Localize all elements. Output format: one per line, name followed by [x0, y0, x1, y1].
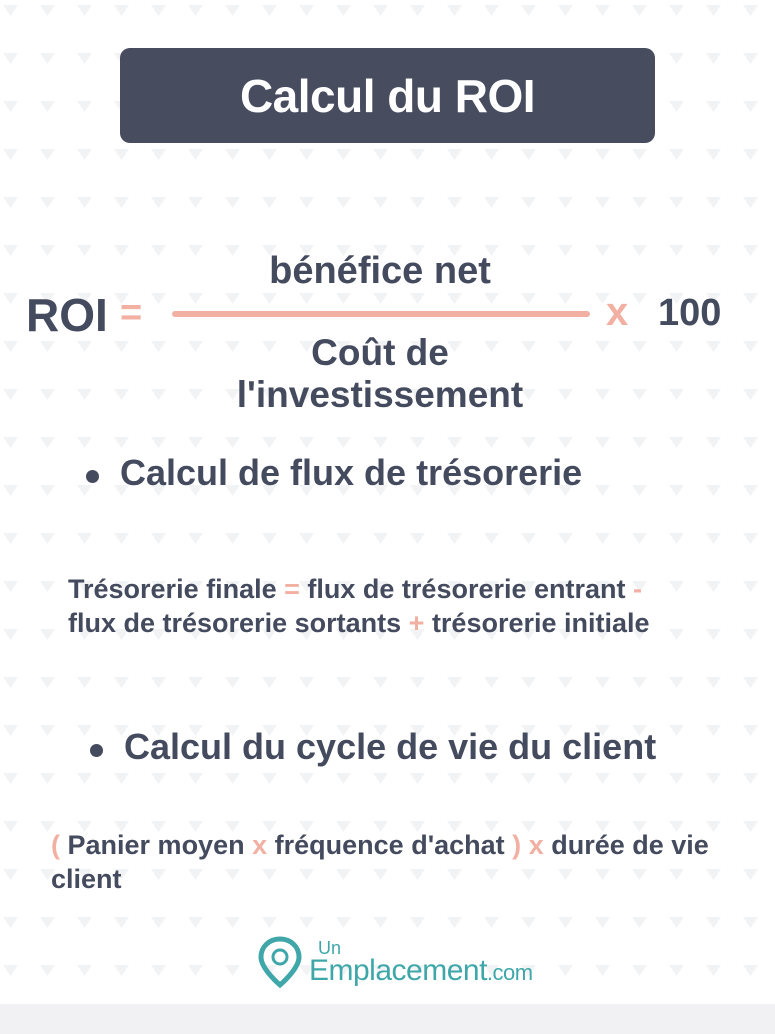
un-emplacement-logo[interactable]	[258, 935, 533, 995]
multiplier-value: 100	[658, 292, 722, 334]
cash-flow-heading: Calcul de flux de trésorerie	[120, 452, 583, 493]
formula-term: trésorerie initiale	[431, 608, 650, 638]
lifecycle-formula-line-1	[51, 828, 709, 863]
cash-flow-formula-line-2	[68, 606, 650, 641]
title-banner	[120, 48, 655, 143]
logo-main-text: Emplacement	[309, 954, 487, 987]
close-parenthesis: )	[512, 830, 522, 860]
multiply-operator: x	[528, 830, 544, 860]
equals-operator: =	[120, 292, 143, 334]
bullet-icon	[86, 470, 99, 483]
bottom-band	[0, 1004, 775, 1034]
formula-term: durée de vie	[551, 830, 709, 860]
page-title: Calcul du ROI	[239, 69, 536, 122]
lifecycle-formula-line-2: client	[51, 864, 122, 894]
location-pin-icon	[258, 935, 302, 989]
formula-term: Trésorerie finale	[68, 574, 277, 604]
logo-wordmark	[309, 954, 533, 988]
formula-term: fréquence d'achat	[274, 830, 505, 860]
equals-operator: =	[284, 574, 300, 604]
multiply-operator: x	[606, 290, 629, 334]
lifecycle-heading: Calcul du cycle de vie du client	[124, 726, 657, 767]
minus-operator: -	[633, 574, 643, 604]
fraction-bar	[172, 311, 590, 317]
bullet-icon	[90, 744, 103, 757]
formula-term: flux de trésorerie sortants	[68, 608, 402, 638]
formula-term: Panier moyen	[67, 830, 245, 860]
roi-label: ROI	[26, 289, 108, 341]
multiply-operator: x	[252, 830, 268, 860]
fraction-denominator: Coût de l'investissement	[236, 332, 524, 415]
open-parenthesis: (	[51, 830, 60, 860]
cash-flow-formula-line-1	[68, 572, 642, 607]
fraction-numerator: bénéfice net	[269, 250, 491, 292]
logo-small-text: Un	[318, 938, 342, 958]
logo-suffix: .com	[486, 960, 533, 985]
plus-operator: +	[408, 608, 425, 638]
formula-term: flux de trésorerie entrant	[307, 574, 626, 604]
